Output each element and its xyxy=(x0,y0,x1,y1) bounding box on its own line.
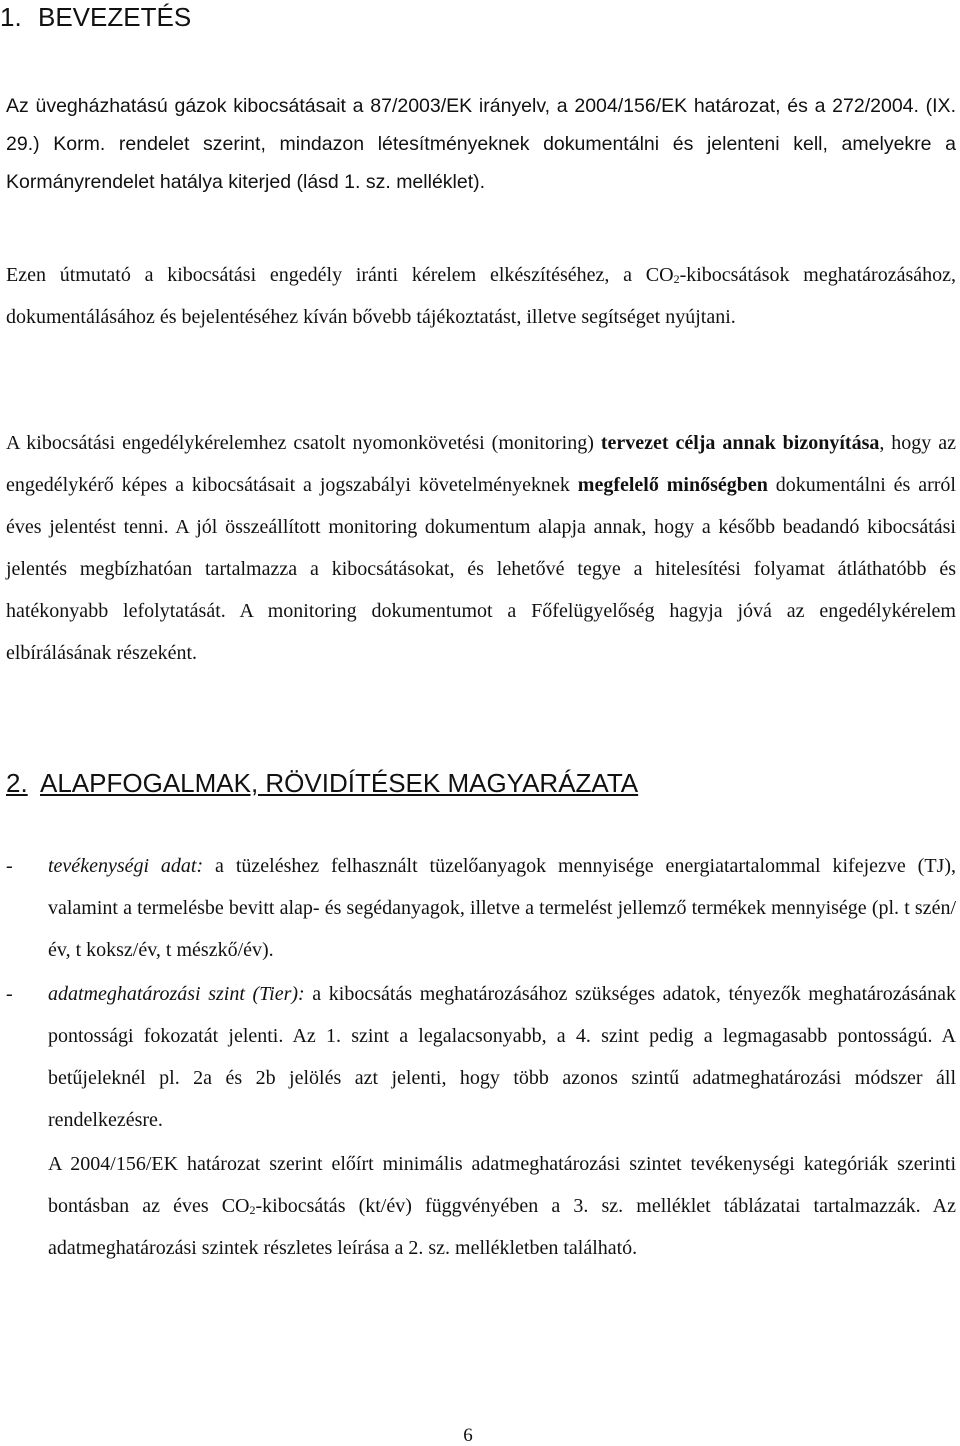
definition-text xyxy=(48,973,956,1141)
monitoring-bold-1: tervezet célja annak bizonyítása xyxy=(600,432,880,454)
purpose-subscript: 2 xyxy=(673,272,680,286)
monitoring-paragraph xyxy=(6,422,956,674)
definition-body: a kibocsátás meghatározásához szükséges adatok, tényezők meghatározásának pontossági fokozatát jelenti. Az 1. szint a legalacsonyabb, a 4. szint pedig a legmagasabb pontosságú. A betűjeleknél pl. 2a és 2b jelölés azt jelenti, hogy több azonos szintű adatmeghatározási módszer áll rendelkezésre. xyxy=(48,983,956,1131)
purpose-text-2: -kibocsátások meghatározásához, dokumentálásához és bejelentéséhez kíván bővebb tájékoztatást, illetve segítséget nyújtani. xyxy=(6,264,956,328)
section-1-heading xyxy=(0,2,230,34)
definition-body: a tüzeléshez felhasznált tüzelőanyagok mennyisége energiatartalommal kifejezve (TJ), valamint a termelésbe bevitt alap- és segédanyagok, illetve a termelést jellemző termékek mennyisége (pl. t szén/év, t koksz/év, t mészkő/év). xyxy=(48,855,956,961)
tier-subscript: 2 xyxy=(249,1203,256,1217)
tier-text-1: A 2004/156/EK határozat szerint előírt minimális adatmeghatározási szintet tevékenységi kategóriák szerinti bontásban az éves CO xyxy=(48,1153,956,1217)
monitoring-text-1: A kibocsátási engedélykérelemhez csatolt nyomonkövetési (monitoring) xyxy=(6,432,601,454)
section-2-title: ALAPFOGALMAK, RÖVIDÍTÉSEK MAGYARÁZATA xyxy=(40,768,639,798)
definition-term: adatmeghatározási szint (Tier): xyxy=(48,983,305,1005)
list-dash: - xyxy=(6,983,13,1005)
monitoring-text-2: , hogy az engedélykérő képes a kibocsátásait a jogszabályi követelményeknek xyxy=(6,432,956,496)
section-1-number: 1. xyxy=(0,2,22,32)
definition-item xyxy=(6,845,956,971)
definition-item xyxy=(6,973,956,1141)
purpose-paragraph xyxy=(6,254,956,338)
definition-term: tevékenységi adat: xyxy=(48,855,204,877)
page-number: 6 xyxy=(463,1425,473,1446)
tier-text-2: -kibocsátás (kt/év) függvényében a 3. sz. melléklet táblázatai tartalmazzák. Az adatmeghatározási szintek részletes leírása a 2. sz. mellékletben található. xyxy=(48,1195,956,1259)
definition-text xyxy=(48,845,956,971)
section-2-number: 2. xyxy=(6,768,28,798)
section-2-heading xyxy=(6,768,736,800)
monitoring-text-3: dokumentálni és arról éves jelentést tenni. A jól összeállított monitoring dokumentum alapja annak, hogy a később beadandó kibocsátási jelentés megbízhatóan tartalmazza a kibocsátásokat, és lehetővé tegye a hitelesítési folyamat átláthatóbb és hatékonyabb lefolytatását. A monitoring dokumentumot a Főfelügyelőség hagyja jóvá az engedélykérelem elbírálásának részeként. xyxy=(6,474,956,664)
list-dash: - xyxy=(6,855,13,877)
monitoring-bold-2: megfelelő minőségben xyxy=(577,474,768,496)
intro-paragraph: Az üvegházhatású gázok kibocsátásait a 87/2003/EK irányelv, a 2004/156/EK határozat, és a 272/2004. (IX. 29.) Korm. rendelet szerint, mindazon létesítményeknek dokumentálni és jelenteni kell, amelyekre a Kormányrendelet hatálya kiterjed (lásd 1. sz. melléklet). xyxy=(6,95,956,193)
tier-paragraph xyxy=(48,1143,956,1269)
purpose-text-1: Ezen útmutató a kibocsátási engedély iránti kérelem elkészítéséhez, a CO xyxy=(6,264,674,286)
section-1-title: BEVEZETÉS xyxy=(38,2,192,32)
